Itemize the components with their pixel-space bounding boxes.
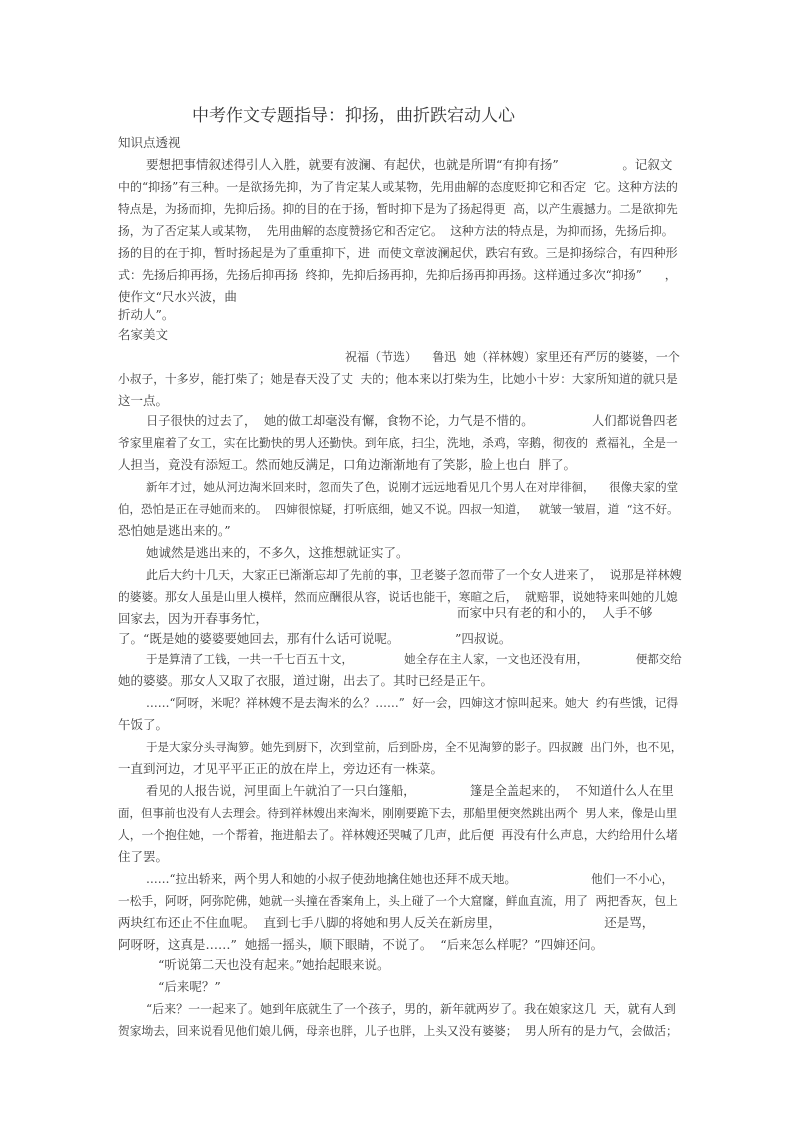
paragraph-line: 折动人”。 xyxy=(118,307,175,322)
paragraph-line: “后来？一一起来了。她到年底就生了一个孩子，男的，新年就两岁了。我在娘家这几 天，就有人到 xyxy=(146,1002,676,1016)
paragraph-line: 式：先扬后抑再扬，先扬后抑再扬 终抑，先抑后扬再抑，先抑后扬再抑再扬。这样通过多次“抑扬” ， xyxy=(118,268,677,282)
paragraph-line: “后来呢？” xyxy=(158,979,221,994)
paragraph-line: 贺家坳去，回来说看见他们娘儿俩，母亲也胖，儿子也胖，上头又没有婆婆； 男人所有的是力气，会做活； xyxy=(118,1024,678,1038)
paragraph-line: 人，一个抱住她，一个帮着，拖进船去了。祥林嫂还哭喊了几声，此后便 再没有什么声息，大约给用什么堵 xyxy=(118,828,678,842)
passage-source-line: 祝福（节选） 鲁迅 她（祥林嫂）家里还有严厉的婆婆，一个 xyxy=(345,350,680,364)
paragraph-line: 的婆婆。那女人虽是山里人模样，然而应酬很从容，说话也能干，寒暄之后， 就赔罪，说她特来叫她的儿媳 xyxy=(118,590,678,604)
paragraph-line: 此后大约十几天，大家正已渐渐忘却了先前的事，卫老婆子忽而带了一个女人进来了， 说那是祥林嫂 xyxy=(146,568,682,582)
paragraph-line: 午饭了。 xyxy=(118,717,169,732)
paragraph-line: 特点是，为扬而抑，先抑后扬。抑的目的在于扬，暂时抑下是为了扬起得更 高，以产生震撼力。二是欲抑先 xyxy=(118,202,678,216)
paragraph-line: 小叔子，十多岁，能打柴了；她是春天没了丈 夫的；他本来以打柴为生，比她小十岁：大家所知道的就只是 xyxy=(118,372,678,386)
paragraph-line: 她的婆婆。那女人又取了衣服，道过谢，出去了。其时已经是正午。 xyxy=(118,673,494,688)
paragraph-line: 回家去，因为开春事务忙， xyxy=(118,611,269,626)
section-heading-knowledge: 知识点透视 xyxy=(118,135,181,150)
page-title: 中考作文专题指导：抑扬，曲折跌宕动人心 xyxy=(192,106,515,126)
paragraph-line: 看见的人报告说，河里面上午就泊了一只白篷船， 篷是全盖起来的， 不知道什么人在里 xyxy=(146,784,674,798)
paragraph-line: 新年才过，她从河边淘米回来时，忽而失了色，说刚才远远地看见几个男人在对岸徘徊， 很像夫家的堂 xyxy=(146,480,679,494)
paragraph-line: 一直到河边，才见平平正正的放在岸上，旁边还有一株菜。 xyxy=(118,761,444,776)
paragraph-line: 日子很快的过去了， 她的做工却毫没有懈，食物不论，力气是不惜的。 人们都说鲁四老 xyxy=(146,414,678,428)
paragraph-line: 伯，恐怕是正在寻她而来的。 四婶很惊疑，打听底细，她又不说。四叔一知道， 就皱一皱眉，道 “这不好。 xyxy=(118,502,679,516)
paragraph-line: 而家中只有老的和小的， 人手不够 xyxy=(457,605,653,620)
paragraph-line: 面，但事前也没有人去理会。待到祥林嫂出来淘米，刚刚要跪下去，那船里便突然跳出两个 男人来，像是山里 xyxy=(118,806,678,820)
paragraph-line: 恐怕她是逃出来的。” xyxy=(118,523,231,538)
paragraph-line: 要想把事情叙述得引人入胜，就要有波澜、有起伏，也就是所谓“有抑有扬” 。记叙文 xyxy=(146,157,673,172)
paragraph-line: 人担当，竟没有添短工。然而她反满足，口角边渐渐地有了笑影，脸上也白 胖了。 xyxy=(118,457,576,472)
paragraph-line: 扬的目的在于抑，暂时扬起是为了重重抑下，进 而使文章波澜起伏，跌宕有致。三是抑扬综合，有四种形 xyxy=(118,246,678,260)
paragraph-line: “听说第二天也没有起来。”她抬起眼来说。 xyxy=(158,957,390,972)
paragraph-line: 于是大家分头寻淘箩。她先到厨下，次到堂前，后到卧房，全不见淘箩的影子。四叔踱 出门外，也不见， xyxy=(146,740,683,754)
paragraph-line: 了。“既是她的婆婆要她回去，那有什么话可说呢。 ”四叔说。 xyxy=(118,631,512,646)
paragraph-line: 扬，为了否定某人或某物， 先用曲解的态度赞扬它和否定它。 这种方法的特点是，为抑而扬，先扬后抑。 xyxy=(118,224,674,238)
paragraph-line: 于是算清了工钱，一共一千七百五十文， 她全存在主人家，一文也还没有用， 便都交给 xyxy=(146,652,682,666)
paragraph-line: 爷家里雇着了女工，实在比勤快的男人还勤快。到年底，扫尘，洗地，杀鸡，宰鹅，彻夜的 煮福礼，全是一 xyxy=(118,436,678,450)
paragraph-line: ……“阿呀，米呢？祥林嫂不是去淘米的么？……” 好一会，四婶这才惊叫起来。她大 约有些饿，记得 xyxy=(146,696,679,710)
paragraph-line: 使作文“尺水兴波，曲 xyxy=(118,289,237,304)
paragraph-line: 阿呀呀，这真是……” 她摇一摇头，顺下眼睛，不说了。 “后来怎么样呢？”四婶还问。 xyxy=(118,937,604,952)
paragraph-line: 住了罢。 xyxy=(118,849,169,864)
paragraph-line: 一松手，阿呀，阿弥陀佛，她就一头撞在香案角上，头上碰了一个大窟窿，鲜血直流，用了 两把香灰，包上 xyxy=(118,894,678,908)
paragraph-line: ……“拉出轿来，两个男人和她的小叔子使劲地擒住她也还拜不成天地。 他们一不小心， xyxy=(146,872,674,886)
paragraph-line: 两块红布还止不住血呢。 直到七手八脚的将她和男人反关在新房里， 还是骂， xyxy=(118,915,655,930)
paragraph-line: 这一点。 xyxy=(118,393,169,408)
paragraph-line: 中的“抑扬”有三种。一是欲扬先抑，为了肯定某人或某物，先用曲解的态度贬抑它和否定 它。这种方法的 xyxy=(118,180,678,194)
paragraph-line: 她诚然是逃出来的，不多久，这推想就证实了。 xyxy=(146,545,409,560)
section-heading-famous-text: 名家美文 xyxy=(118,327,169,342)
